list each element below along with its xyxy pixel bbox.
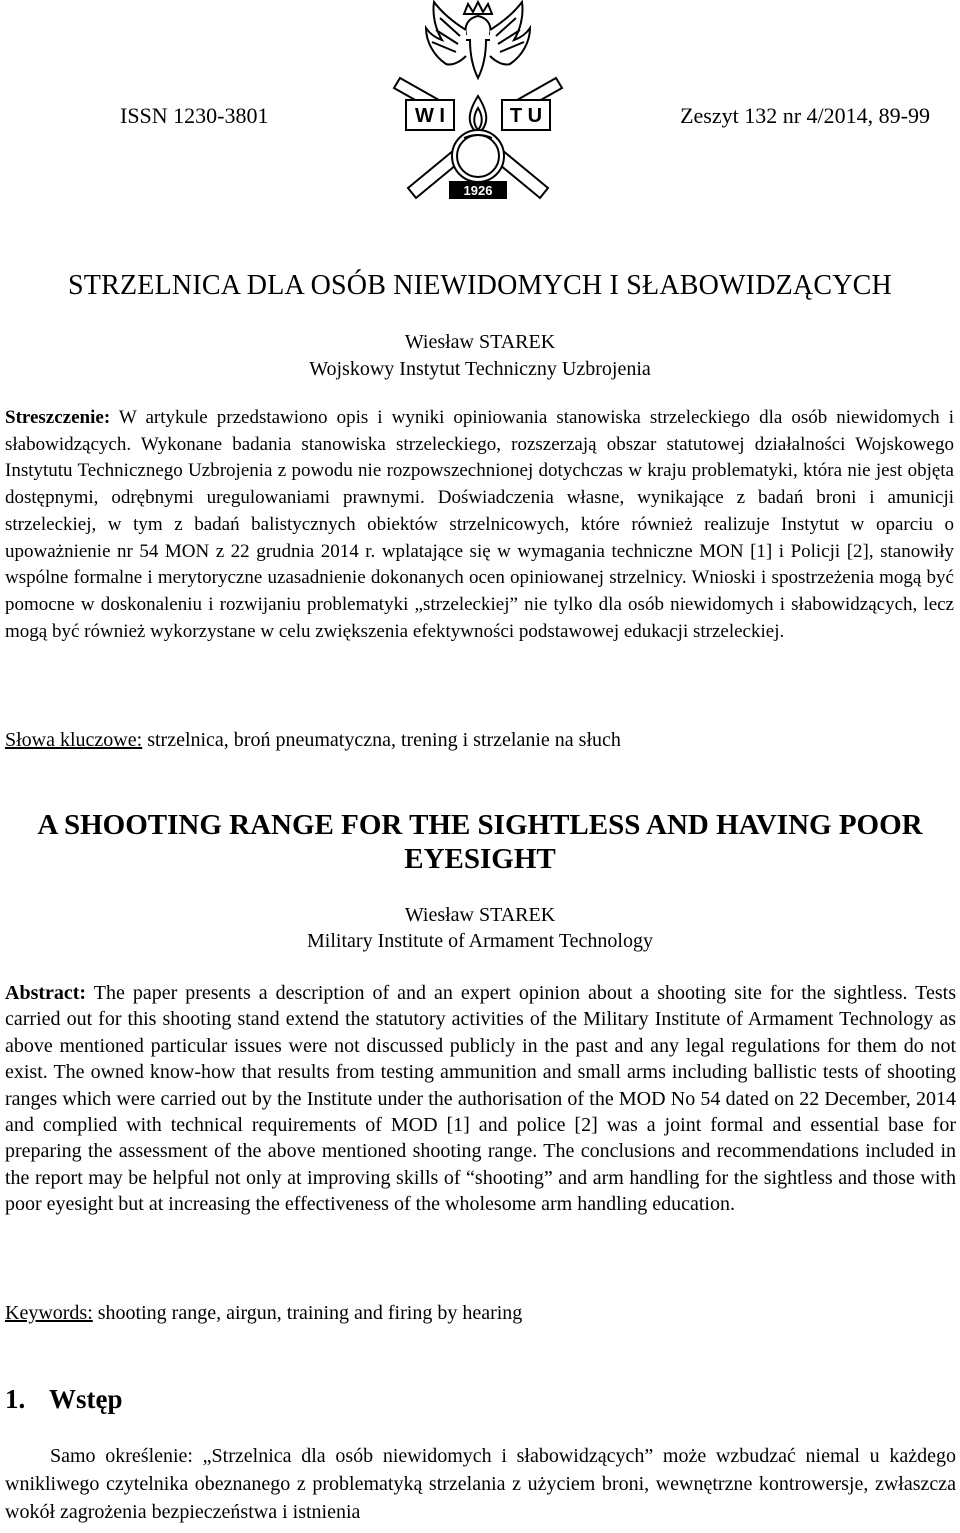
author-polish: Wiesław STAREK <box>404 331 556 353</box>
keywords-english-label: Keywords: <box>5 1302 93 1324</box>
section-number: 1. <box>5 1384 26 1414</box>
section-heading <box>5 1381 123 1417</box>
title-polish: STRZELNICA DLA OSÓB NIEWIDOMYCH I SŁABOWIDZĄCYCH <box>68 270 892 301</box>
abstract-polish-label: Streszczenie: <box>5 407 111 428</box>
keywords-polish-label: Słowa kluczowe: <box>5 729 143 751</box>
author-english: Wiesław STAREK <box>404 904 556 926</box>
logo-text-right: T U <box>509 105 543 127</box>
institution-polish: Wojskowy Instytut Techniczny Uzbrojenia <box>309 358 651 380</box>
abstract-polish-text: W artykule przedstawiono opis i wyniki opiniowania stanowiska strzeleckiego dla osób niewidomych i słabowidzących. Wykonane badania stanowiska strzeleckiego, rozszerzają obszar statutowej działalności Wojskowego Instytutu Technicznego Uzbrojenia z powodu nie rozpowszechnionej dotychczas w kraju problematyki, która nie jest objęta dostępnymi, odrębnymi uregulowaniami prawnymi. Doświadczenia własne, wynikające z badań broni i amunicji strzeleckiej, w tym z badań balistycznych obiektów strzelnicowych, które również realizuje Instytut w oparciu o upoważnienie nr 54 MON z 22 grudnia 2014 r. wplatające się w wymagania techniczne MON [1] i Policji [2], stanowiły wspólne formalne i merytoryczne uzasadnienie dokonanych ocen opiniowanej strzelnicy. Wnioski i spostrzeżenia mogą być pomocne w doskonaleniu i rozwijaniu problematyki „strzeleckiej” nie tylko dla osób niewidomych i słabowidzących, lecz mogą być również wykorzystane w celu zwiększenia efektywności podstawowej edukacji strzeleckiej. <box>5 407 954 642</box>
section-title: Wstęp <box>49 1384 123 1414</box>
logo-year: 1926 <box>463 183 493 198</box>
abstract-english-label: Abstract: <box>5 982 87 1004</box>
keywords-polish-text: strzelnica, broń pneumatyczna, trening i strzelanie na słuch <box>142 729 621 751</box>
intro-paragraph: Samo określenie: „Strzelnica dla osób niewidomych i słabowidzących” może wzbudzać niemal u każdego wnikliwego czytelnika obeznanego z problematyką strzelania z użyciem broni, wewnętrzne kontrowersje, zwłaszcza wokół zagrożenia bezpieczeństwa i istnienia <box>5 1445 956 1523</box>
keywords-english-text: shooting range, airgun, training and firing by hearing <box>92 1302 523 1324</box>
logo-text-left: W I <box>415 105 445 127</box>
title-english: A SHOOTING RANGE FOR THE SIGHTLESS AND HAVING POOR EYESIGHT <box>37 809 923 875</box>
issue-reference: Zeszyt 132 nr 4/2014, 89-99 <box>680 103 930 128</box>
abstract-polish <box>5 405 954 645</box>
abstract-english <box>5 980 956 1218</box>
abstract-english-text: The paper presents a description of and an expert opinion about a shooting site for the sightless. Tests carried out for this shooting stand extend the statutory activities of the Military Institute of Armament Technology as above mentioned particular issues were not discussed publicly in the past and any legal regulations for them do not exist. The owned know-how that results from testing ammunition and small arms including ballistic tests of shooting ranges which were carried out by the Institute under the authorisation of the MOD No 54 dated on 22 December, 2014 and complied with technical requirements of MOD [1] and police [2] was a joint formal and essential base for preparing the assessment of the above mentioned shooting range. The conclusions and recommendations included in the report may be helpful not only at improving skills of “shooting” and arm handling for the sightless and those with poor eyesight but at increasing the effectiveness of the wholesome arm handling education. <box>5 982 956 1216</box>
institution-english: Military Institute of Armament Technology <box>307 930 653 952</box>
witu-eagle-emblem-logo <box>380 0 576 200</box>
keywords-polish <box>5 726 621 754</box>
keywords-english <box>5 1299 522 1327</box>
issn: ISSN 1230-3801 <box>120 103 269 128</box>
